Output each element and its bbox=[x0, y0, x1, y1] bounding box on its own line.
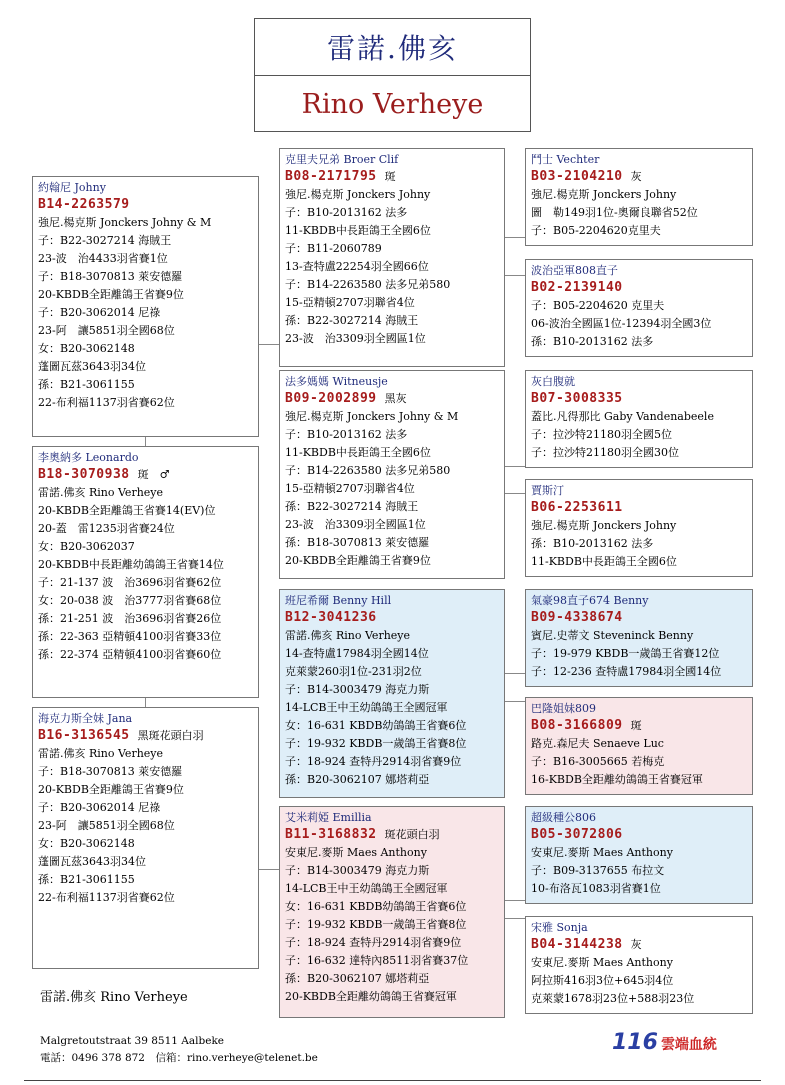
pedigree-note: 孫：22-363 亞精頓4100羽省賽33位 bbox=[38, 630, 222, 643]
pedigree-note: 23-阿 讓5851羽全國68位 bbox=[38, 819, 175, 832]
pedigree-note: 孫：B22-3027214 海賊王 bbox=[285, 500, 419, 513]
pedigree-note: 20-KBDB中長距離幼鴿鴿王省賽14位 bbox=[38, 558, 224, 571]
pigeon-name: 克里夫兄弟 Broer Clif bbox=[285, 153, 399, 166]
pedigree-note: 阿拉斯416羽3位+645羽4位 bbox=[531, 974, 674, 987]
pigeon-name: 波治亞軍808直子 bbox=[531, 264, 618, 277]
pedigree-note: 22-布利福1137羽省賽62位 bbox=[38, 891, 175, 904]
pedigree-note: 強尼.楊克斯 Jonckers Johny & M bbox=[38, 216, 212, 229]
pedigree-note: 子：拉沙特21180羽全國30位 bbox=[531, 446, 679, 459]
ring-number: B02-2139140 bbox=[531, 280, 623, 295]
ring-number: B09-2002899 bbox=[285, 391, 377, 406]
ring-number: B16-3136545 bbox=[38, 728, 130, 743]
title-box bbox=[254, 18, 531, 132]
pigeon-name: 超級種公806 bbox=[531, 811, 596, 824]
pedigree-note: 14-查特盧17984羽全國14位 bbox=[285, 647, 429, 660]
pedigree-note: 雷諾.佛亥 Rino Verheye bbox=[285, 629, 411, 642]
pigeon-name: 宋雅 Sonja bbox=[531, 921, 588, 934]
pigeon-name: 約翰尼 Johny bbox=[38, 181, 106, 194]
pedigree-note: 女：B20-3062037 bbox=[38, 540, 135, 553]
ring-number: B06-2253611 bbox=[531, 500, 623, 515]
feather-color: 斑 bbox=[630, 719, 642, 732]
pedigree-note: 子：B20-3062014 尼祿 bbox=[38, 306, 161, 319]
pedigree-note: 孫：21-251 波 治3696羽省賽26位 bbox=[38, 612, 222, 625]
connector bbox=[145, 437, 146, 446]
ring-number: B18-3070938 bbox=[38, 467, 130, 482]
feather-color: 黑灰 bbox=[384, 392, 407, 405]
pedigree-note: 14-LCB王中王幼鴿鴿王全國冠軍 bbox=[285, 701, 448, 714]
pedigree-note: 23-波 治3309羽全國區1位 bbox=[285, 518, 426, 531]
feather-color: 灰 bbox=[630, 170, 642, 183]
pedigree-note: 20-KBDB全距離鴿王省賽9位 bbox=[38, 288, 184, 301]
pedigree-note: 蓬圖瓦茲3643羽34位 bbox=[38, 855, 146, 868]
pedigree-note: 子：18-924 查特丹2914羽省賽9位 bbox=[285, 936, 462, 949]
pedigree-note: 強尼.楊克斯 Jonckers Johny bbox=[531, 519, 677, 532]
pedigree-card-great-grandparent bbox=[525, 259, 753, 357]
pedigree-note: 蓬圖瓦茲3643羽34位 bbox=[38, 360, 146, 373]
ring-number: B04-3144238 bbox=[531, 937, 623, 952]
connector bbox=[505, 275, 525, 276]
connector bbox=[505, 900, 525, 901]
pedigree-note: 子：B11-2060789 bbox=[285, 242, 382, 255]
pedigree-note: 11-KBDB中長距鴿王全國6位 bbox=[285, 446, 431, 459]
connector bbox=[505, 701, 525, 702]
pedigree-card-great-grandparent bbox=[525, 916, 753, 1014]
pedigree-card-great-grandparent bbox=[525, 148, 753, 246]
pigeon-name: 鬥士 Vechter bbox=[531, 153, 600, 166]
pedigree-note: 子：18-924 查特丹2914羽省賽9位 bbox=[285, 755, 462, 768]
pedigree-card-great-grandparent bbox=[525, 589, 753, 687]
bottom-divider bbox=[24, 1080, 761, 1081]
pedigree-note: 克萊蒙260羽1位-231羽2位 bbox=[285, 665, 422, 678]
feather-color: 斑 ♂ bbox=[137, 468, 170, 481]
pedigree-note: 子：B16-3005665 若梅克 bbox=[531, 755, 665, 768]
connector bbox=[145, 698, 146, 707]
pigeon-name: 李奧納多 Leonardo bbox=[38, 451, 139, 464]
connector bbox=[258, 344, 280, 345]
pedigree-note: 10-布洛瓦1083羽省賽1位 bbox=[531, 882, 661, 895]
pedigree-note: 子：B09-3137655 布拉文 bbox=[531, 864, 665, 877]
footer bbox=[40, 1033, 318, 1067]
pedigree-note: 孫：B18-3070813 萊安德羅 bbox=[285, 536, 430, 549]
pedigree-note: 雷諾.佛亥 Rino Verheye bbox=[38, 486, 164, 499]
pedigree-note: 賓尼.史蒂文 Steveninck Benny bbox=[531, 629, 694, 642]
pedigree-card-great-grandparent bbox=[525, 697, 753, 795]
pedigree-note: 子：B18-3070813 萊安德羅 bbox=[38, 765, 183, 778]
pedigree-note: 子：12-236 查特盧17984羽全國14位 bbox=[531, 665, 722, 678]
pigeon-name: 海克力斯全妹 Jana bbox=[38, 712, 133, 725]
pedigree-card-subject bbox=[32, 446, 259, 698]
connector bbox=[505, 466, 525, 467]
pedigree-note: 強尼.楊克斯 Jonckers Johny bbox=[531, 188, 677, 201]
pedigree-note: 孫：B10-2013162 法多 bbox=[531, 537, 654, 550]
feather-color: 斑花頭白羽 bbox=[384, 828, 440, 841]
pedigree-note: 06-波治全國區1位-12394羽全國3位 bbox=[531, 317, 712, 330]
pedigree-note: 女：16-631 KBDB幼鴿鴿王省賽6位 bbox=[285, 900, 467, 913]
pedigree-note: 女：B20-3062148 bbox=[38, 837, 135, 850]
pedigree-note: 14-LCB王中王幼鴿鴿王全國冠軍 bbox=[285, 882, 448, 895]
pedigree-card-great-grandparent bbox=[525, 479, 753, 577]
ring-number: B08-2171795 bbox=[285, 169, 377, 184]
pedigree-note: 11-KBDB中長距鴿王全國6位 bbox=[531, 555, 677, 568]
pedigree-note: 女：16-631 KBDB幼鴿鴿王省賽6位 bbox=[285, 719, 467, 732]
pedigree-note: 20-KBDB全距離鴿王省賽14(EV)位 bbox=[38, 504, 216, 517]
pedigree-note: 孫：B20-3062107 娜塔莉亞 bbox=[285, 972, 430, 985]
pedigree-note: 16-KBDB全距離幼鴿鴿王省賽冠軍 bbox=[531, 773, 703, 786]
pedigree-note: 女：20-038 波 治3777羽省賽68位 bbox=[38, 594, 222, 607]
pigeon-name: 氣豪98直子674 Benny bbox=[531, 594, 649, 607]
pedigree-card-great-grandparent bbox=[525, 370, 753, 468]
pigeon-name-english: Rino Verheye bbox=[301, 88, 484, 120]
pedigree-card-grandparent bbox=[279, 148, 505, 367]
pedigree-card-grandparent bbox=[279, 589, 505, 798]
connector bbox=[505, 493, 525, 494]
ring-number: B12-3041236 bbox=[285, 610, 377, 625]
pedigree-note: 安東尼.麥斯 Maes Anthony bbox=[531, 846, 673, 859]
ring-number: B03-2104210 bbox=[531, 169, 623, 184]
pedigree-note: 路克.森尼夫 Senaeve Luc bbox=[531, 737, 664, 750]
pedigree-note: 23-波 治3309羽全國區1位 bbox=[285, 332, 426, 345]
pedigree-note: 強尼.楊克斯 Jonckers Johny bbox=[285, 188, 431, 201]
pedigree-note: 孫：B10-2013162 法多 bbox=[531, 335, 654, 348]
pigeon-name: 賈斯汀 bbox=[531, 484, 564, 497]
pedigree-note: 20-KBDB全距離鴿王省賽9位 bbox=[285, 554, 431, 567]
pedigree-note: 克萊蒙1678羽23位+588羽23位 bbox=[531, 992, 695, 1005]
pigeon-name: 班尼希爾 Benny Hill bbox=[285, 594, 392, 607]
logo-text: 雲端血統 bbox=[660, 1037, 717, 1053]
footer-address: Malgretoutstraat 39 8511 Aalbeke bbox=[40, 1035, 225, 1047]
ring-number: B07-3008335 bbox=[531, 391, 623, 406]
pedigree-note: 子：B22-3027214 海賊王 bbox=[38, 234, 172, 247]
connector bbox=[258, 869, 280, 870]
pedigree-note: 子：B10-2013162 法多 bbox=[285, 206, 408, 219]
pedigree-note: 子：19-932 KBDB一歲鴿王省賽8位 bbox=[285, 737, 467, 750]
pedigree-note: 20-蓋 雷1235羽省賽24位 bbox=[38, 522, 175, 535]
logo-number: 116 bbox=[612, 1030, 658, 1055]
pedigree-note: 強尼.楊克斯 Jonckers Johny & M bbox=[285, 410, 459, 423]
pigeon-name: 巴隆姐妹809 bbox=[531, 702, 596, 715]
pedigree-note: 20-KBDB全距離鴿王省賽9位 bbox=[38, 783, 184, 796]
pedigree-note: 15-亞精頓2707羽聯省4位 bbox=[285, 482, 415, 495]
pigeon-name-chinese: 雷諾.佛亥 bbox=[327, 32, 458, 65]
ring-number: B08-3166809 bbox=[531, 718, 623, 733]
feather-color: 斑 bbox=[384, 170, 396, 183]
pedigree-note: 子：16-632 達特內8511羽省賽37位 bbox=[285, 954, 469, 967]
ring-number: B09-4338674 bbox=[531, 610, 623, 625]
pedigree-note: 女：B20-3062148 bbox=[38, 342, 135, 355]
footer-contact: 電話：0496 378 872 信箱：rino.verheye@telenet.be bbox=[40, 1052, 318, 1064]
ring-number: B14-2263579 bbox=[38, 197, 130, 212]
pedigree-note: 孫：B20-3062107 娜塔莉亞 bbox=[285, 773, 430, 786]
pedigree-note: 圖 勒149羽1位-奧爾良聯省52位 bbox=[531, 206, 698, 219]
pedigree-note: 子：B14-2263580 法多兄弟580 bbox=[285, 278, 451, 291]
pedigree-note: 安東尼.麥斯 Maes Anthony bbox=[531, 956, 673, 969]
owner-signature: 雷諾.佛亥 Rino Verheye bbox=[40, 990, 188, 1005]
pedigree-note: 20-KBDB全距離幼鴿鴿王省賽冠軍 bbox=[285, 990, 457, 1003]
pedigree-note: 23-阿 讓5851羽全國68位 bbox=[38, 324, 175, 337]
pedigree-note: 15-亞精頓2707羽聯省4位 bbox=[285, 296, 415, 309]
pedigree-note: 子：B05-2204620克里夫 bbox=[531, 224, 661, 237]
connector bbox=[505, 918, 525, 919]
pedigree-note: 安東尼.麥斯 Maes Anthony bbox=[285, 846, 427, 859]
pigeon-name: 法多媽媽 Witneusje bbox=[285, 375, 388, 388]
pedigree-note: 子：B05-2204620 克里夫 bbox=[531, 299, 665, 312]
pedigree-card-great-grandparent bbox=[525, 806, 753, 904]
pedigree-card-sire bbox=[32, 176, 259, 437]
pedigree-note: 雷諾.佛亥 Rino Verheye bbox=[38, 747, 164, 760]
connector bbox=[505, 237, 525, 238]
pedigree-note: 13-查特盧22254羽全國66位 bbox=[285, 260, 429, 273]
pigeon-name: 艾米莉婭 Emillia bbox=[285, 811, 372, 824]
pedigree-note: 11-KBDB中長距鴿王全國6位 bbox=[285, 224, 431, 237]
pedigree-note: 子：B10-2013162 法多 bbox=[285, 428, 408, 441]
pedigree-note: 子：21-137 波 治3696羽省賽62位 bbox=[38, 576, 222, 589]
pedigree-note: 子：B20-3062014 尼祿 bbox=[38, 801, 161, 814]
pedigree-card-grandparent bbox=[279, 806, 505, 1018]
pedigree-note: 孫：B22-3027214 海賊王 bbox=[285, 314, 419, 327]
ring-number: B11-3168832 bbox=[285, 827, 377, 842]
pedigree-card-dam bbox=[32, 707, 259, 969]
feather-color: 灰 bbox=[630, 938, 642, 951]
pedigree-note: 子：B18-3070813 萊安德羅 bbox=[38, 270, 183, 283]
pedigree-card-grandparent bbox=[279, 370, 505, 579]
pedigree-note: 23-波 治4433羽省賽1位 bbox=[38, 252, 168, 265]
pedigree-note: 子：19-979 KBDB一歲鴿王省賽12位 bbox=[531, 647, 720, 660]
site-logo bbox=[612, 1030, 717, 1055]
pedigree-note: 22-布利福1137羽省賽62位 bbox=[38, 396, 175, 409]
pedigree-note: 子：B14-3003479 海克力斯 bbox=[285, 683, 430, 696]
ring-number: B05-3072806 bbox=[531, 827, 623, 842]
pigeon-name: 灰白腹就 bbox=[531, 375, 575, 388]
pedigree-note: 蓋比.凡得那比 Gaby Vandenabeele bbox=[531, 410, 714, 423]
pedigree-note: 孫：22-374 亞精頓4100羽省賽60位 bbox=[38, 648, 222, 661]
feather-color: 黑斑花頭白羽 bbox=[137, 729, 204, 742]
pedigree-note: 孫：B21-3061155 bbox=[38, 873, 135, 886]
pedigree-note: 孫：B21-3061155 bbox=[38, 378, 135, 391]
pedigree-note: 子：B14-2263580 法多兄弟580 bbox=[285, 464, 451, 477]
pedigree-note: 子：B14-3003479 海克力斯 bbox=[285, 864, 430, 877]
pedigree-note: 子：拉沙特21180羽全國5位 bbox=[531, 428, 672, 441]
pedigree-note: 子：19-932 KBDB一歲鴿王省賽8位 bbox=[285, 918, 467, 931]
connector bbox=[505, 673, 525, 674]
